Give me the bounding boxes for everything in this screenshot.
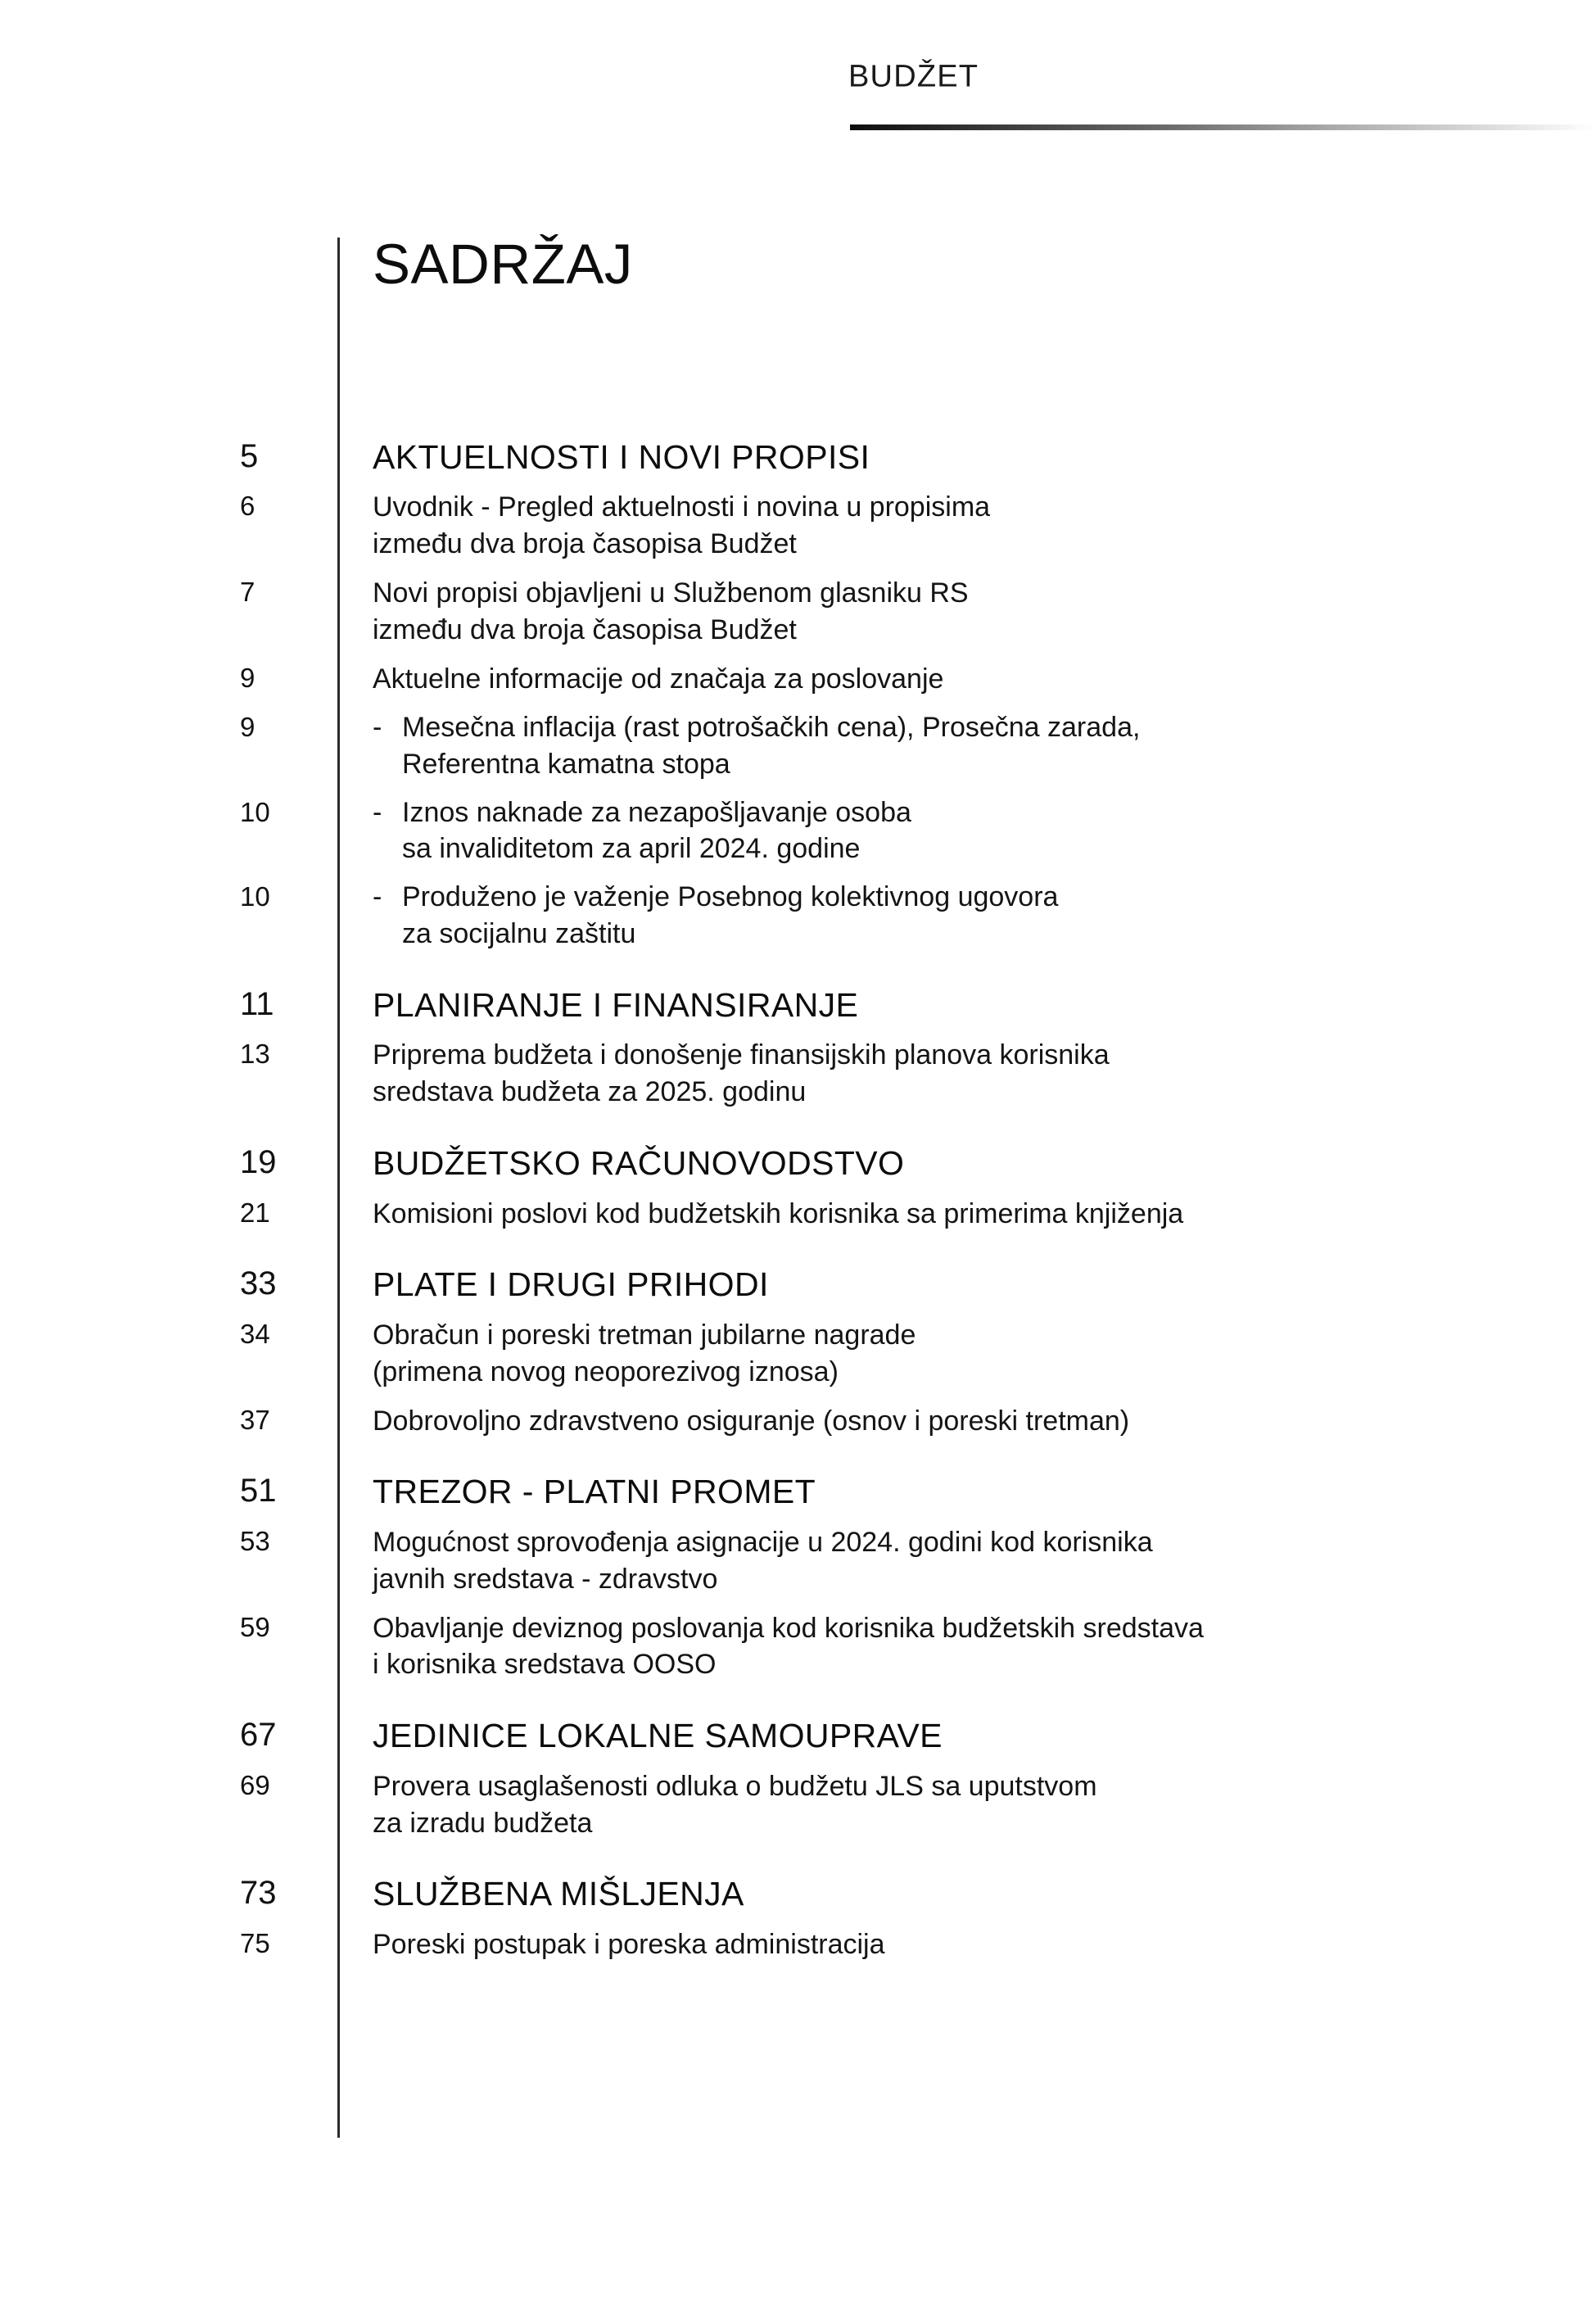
toc-text-line: i korisnika sredstava OOSO: [373, 1649, 717, 1681]
toc-entry-title: [373, 794, 1075, 868]
toc-page-number: 13: [240, 1039, 270, 1070]
toc-text-line: između dva broja časopisa Budžet: [373, 614, 797, 645]
toc-section-row[interactable]: [0, 1143, 1596, 1183]
toc-text-line: Produženo je važenje Posebnog kolektivnog ugovora: [402, 881, 1059, 913]
page-title: SADRŽAJ: [373, 233, 633, 296]
toc-text-line: Obavljanje deviznog poslovanja kod korisnika budžetskih sredstava: [373, 1612, 1204, 1644]
toc-entry-title: [373, 661, 1107, 698]
toc-entry-title: [373, 1403, 1293, 1440]
toc-rows-container: [0, 437, 1596, 1963]
toc-text-line: za izradu budžeta: [373, 1807, 593, 1839]
toc-entry-title: [373, 1610, 1368, 1684]
toc-text-line: (primena novog neoporezivog iznosa): [373, 1356, 839, 1387]
list-dash-marker: -: [373, 796, 382, 828]
toc-text-line: Provera usaglašenosti odluka o budžetu JLS sa uputstvom: [373, 1770, 1097, 1802]
toc-section-row[interactable]: [0, 1472, 1596, 1511]
toc-entry-row[interactable]: [0, 1926, 1596, 1963]
toc-page-number: 9: [240, 662, 255, 693]
toc-section-title: [373, 985, 1022, 1025]
toc-text-line: za socijalnu zaštitu: [402, 918, 636, 950]
toc-page-number: 73: [240, 1875, 277, 1912]
toc-text-line: Obračun i poreski tretman jubilarne nagrade: [373, 1319, 916, 1351]
toc-entry-title: [373, 1317, 1079, 1391]
toc-text-line: BUDŽETSKO RAČUNOVODSTVO: [373, 1144, 905, 1183]
toc-text-line: Komisioni poslovi kod budžetskih korisnika sa primerima knjiženja: [373, 1197, 1184, 1229]
toc-entry-row[interactable]: [0, 1317, 1596, 1391]
toc-section-title: [373, 1265, 933, 1304]
toc-page-number: 67: [240, 1717, 277, 1754]
toc-section-title: [373, 437, 1033, 477]
toc-entry-title: [373, 709, 1304, 783]
toc-page-number: 6: [240, 491, 255, 522]
toc-text-line: Mogućnost sprovođenja asignacije u 2024. godini kod korisnika: [373, 1526, 1153, 1558]
toc-text-line: JEDINICE LOKALNE SAMOUPRAVE: [373, 1717, 943, 1755]
toc-text-line: sredstava budžeta za 2025. godinu: [373, 1076, 807, 1108]
toc-entry-title: [373, 879, 1222, 953]
toc-page-number: 51: [240, 1473, 277, 1510]
toc-section-row[interactable]: [0, 437, 1596, 477]
toc-text-line: Uvodnik - Pregled aktuelnosti i novina u propisima: [373, 491, 991, 523]
toc-page-number: 21: [240, 1197, 270, 1228]
toc-entry-row[interactable]: [0, 1037, 1596, 1111]
toc-text-line: Poreski postupak i poreska administracija: [373, 1928, 885, 1960]
toc-entry-title: [373, 1037, 1273, 1111]
toc-page-number: 10: [240, 881, 270, 912]
toc-page-number: 69: [240, 1769, 270, 1800]
toc-page-number: 5: [240, 438, 259, 474]
toc-text-line: Aktuelne informacije od značaja za poslovanje: [373, 663, 944, 695]
toc-text-line: Novi propisi objavljeni u Službenom glasniku RS: [373, 577, 969, 609]
toc-section-title: [373, 1472, 979, 1511]
toc-section-row[interactable]: [0, 1716, 1596, 1755]
toc-text-line: Iznos naknade za nezapošljavanje osoba: [402, 796, 911, 828]
toc-text-line: SLUŽBENA MIŠLJENJA: [373, 1875, 744, 1913]
toc-page-number: 75: [240, 1927, 270, 1958]
toc-page-number: 9: [240, 711, 255, 742]
toc-entry-row[interactable]: [0, 575, 1596, 649]
page-header: [0, 0, 1596, 147]
toc-page-number: 10: [240, 796, 270, 827]
toc-page-number: 34: [240, 1318, 270, 1349]
toc-text-line: Mesečna inflacija (rast potrošačkih cena), Prosečna zarada,: [402, 711, 1141, 743]
toc-text-line: između dva broja časopisa Budžet: [373, 528, 797, 560]
toc-section-row[interactable]: [0, 1874, 1596, 1913]
toc-entry-row[interactable]: [0, 1196, 1596, 1233]
toc-page-number: 11: [240, 986, 274, 1022]
toc-section-title: [373, 1143, 1068, 1183]
toc-subentry-text: [402, 709, 1140, 783]
toc-entry-title: [373, 1768, 1261, 1842]
toc-entry-row[interactable]: [0, 1524, 1596, 1598]
toc-text-line: javnih sredstava - zdravstvo: [373, 1563, 718, 1595]
toc-text-line: PLATE I DRUGI PRIHODI: [373, 1265, 769, 1304]
toc-text-line: Dobrovoljno zdravstveno osiguranje (osnov i poreski tretman): [373, 1405, 1130, 1437]
toc-entry-title: [373, 1926, 1049, 1963]
toc-entry-row[interactable]: [0, 1403, 1596, 1440]
toc-text-line: TREZOR - PLATNI PROMET: [373, 1473, 816, 1511]
toc-entry-row[interactable]: [0, 1768, 1596, 1842]
toc-entry-row[interactable]: [0, 709, 1596, 783]
toc-entry-title: [373, 575, 1133, 649]
header-gradient-rule: [850, 124, 1596, 130]
toc-subentry-text: [402, 794, 911, 868]
toc-page-number: 37: [240, 1404, 270, 1435]
toc-text-line: Priprema budžeta i donošenje finansijskih planova korisnika: [373, 1039, 1110, 1071]
toc-entry-row[interactable]: [0, 879, 1596, 953]
toc-section-row[interactable]: [0, 985, 1596, 1025]
toc-page-number: 53: [240, 1525, 270, 1556]
toc-section-title: [373, 1874, 908, 1913]
toc-page-number: 7: [240, 577, 255, 608]
toc-text-line: AKTUELNOSTI I NOVI PROPISI: [373, 438, 870, 476]
toc-entry-row[interactable]: [0, 794, 1596, 868]
running-header-title: BUDŽET: [848, 59, 979, 94]
toc-text-line: PLANIRANJE I FINANSIRANJE: [373, 986, 859, 1024]
toc-entry-row[interactable]: [0, 1610, 1596, 1684]
toc-entry-title: [373, 1196, 1347, 1233]
toc-entry-title: [373, 489, 1154, 563]
toc-page-number: 59: [240, 1611, 270, 1642]
toc-entry-title: [373, 1524, 1317, 1598]
toc-page-number: 19: [240, 1144, 277, 1181]
list-dash-marker: -: [373, 711, 382, 743]
toc-section-title: [373, 1716, 1106, 1755]
toc-text-line: sa invaliditetom za april 2024. godine: [402, 833, 861, 865]
toc-page-number: 33: [240, 1265, 277, 1302]
toc-entry-row[interactable]: [0, 489, 1596, 563]
toc-text-line: Referentna kamatna stopa: [402, 748, 730, 780]
toc-subentry-text: [402, 879, 1058, 953]
list-dash-marker: -: [373, 881, 382, 913]
toc-entry-row[interactable]: [0, 661, 1596, 698]
toc-section-row[interactable]: [0, 1265, 1596, 1304]
